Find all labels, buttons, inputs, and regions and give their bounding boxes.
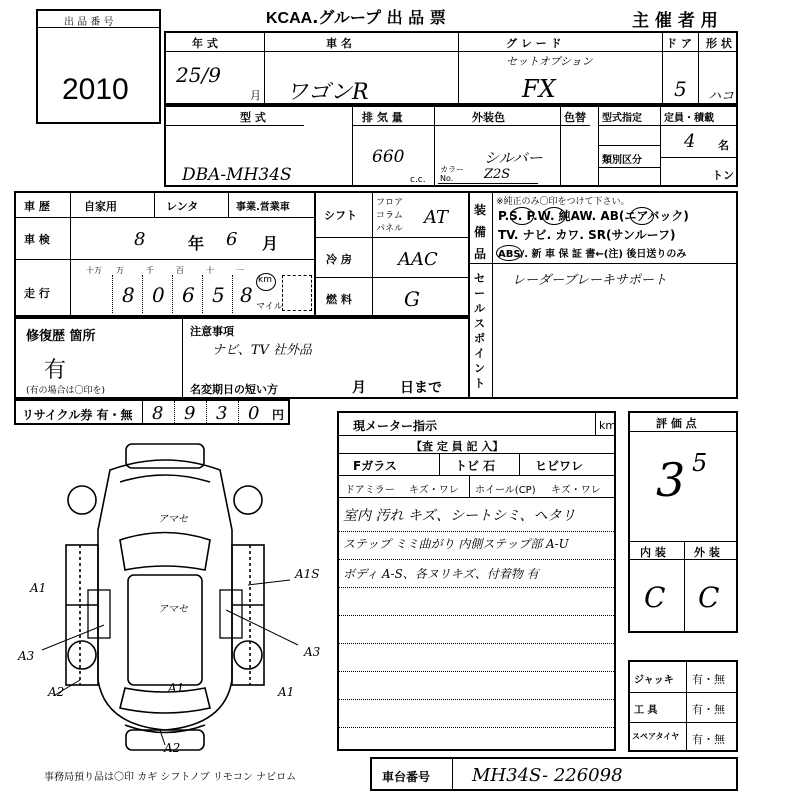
inspector-section	[337, 411, 616, 751]
capacity-unit: 名	[718, 139, 729, 152]
shift-label: シフト	[324, 209, 357, 222]
equipment-line-3: ABS/. 新 車 保 証 書←(注) 後日送りのみ	[498, 249, 687, 260]
capacity-value: 4	[684, 131, 696, 152]
grade-score-label: 評 価 点	[656, 417, 697, 430]
expiry-day: 日まで	[400, 380, 442, 396]
diagram-mark-left: A1	[30, 581, 47, 595]
diagram-mark-left-lower: A3	[18, 649, 35, 663]
repair-section	[14, 317, 470, 399]
mileage-label: 走 行	[24, 287, 50, 300]
body-value: ハコ	[708, 89, 735, 104]
mechanical-section	[314, 191, 470, 317]
door-label: ド ア	[666, 37, 692, 50]
shift-option-floor: フロア	[376, 198, 404, 208]
chassis-value: MH34S- 226098	[472, 765, 623, 786]
diagram-mark-rear-left: A2	[48, 685, 65, 699]
mileage-digit-3: 6	[182, 283, 195, 307]
year-label: 年 式	[192, 37, 218, 50]
diagram-roof-note: アマセ	[158, 514, 188, 525]
color-change-label: 色替	[564, 111, 586, 124]
recycle-digit-1: 8	[152, 403, 164, 424]
inspection-year: 8	[134, 229, 146, 250]
copy-label: 主 催 者 用	[632, 11, 718, 31]
accessory-spare-value: 有・無	[692, 733, 725, 746]
car-name-label: 車 名	[326, 37, 352, 50]
exterior-grade: C	[698, 581, 720, 614]
inspection-month: 6	[226, 229, 238, 250]
equipment-line-1: P.S. P.W. 純AW. AB(エアバック)	[498, 209, 689, 223]
history-label: 車 歴	[24, 200, 50, 213]
history-option-rental: レンタ	[166, 200, 199, 213]
ac-label: 冷 房	[326, 253, 352, 266]
ac-value: AAC	[398, 249, 438, 270]
accessories-section	[628, 660, 738, 752]
mileage-digit-2: 0	[152, 283, 165, 307]
vehicle-info-row2	[164, 105, 738, 187]
fuel-label: 燃 料	[326, 293, 352, 306]
displacement-value: 660	[372, 147, 405, 167]
expiry-month: 月	[352, 380, 366, 396]
diagram-mark-right-lower: A3	[304, 645, 321, 659]
diagram-mark-rear-right: A1	[278, 685, 295, 699]
vehicle-info-row1	[164, 31, 738, 105]
mirror-value: キズ・ワレ	[409, 485, 459, 496]
mile-label: マイル	[256, 302, 283, 312]
history-option-business: 事業.営業車	[236, 202, 290, 213]
meter-unit: km	[599, 419, 617, 432]
diagram-mark-bottom: A2	[164, 741, 181, 755]
equipment-section	[468, 191, 738, 399]
accessory-jack-label: ジャッキ	[634, 675, 674, 686]
remark-line-1: 室内 汚れ キズ、シートシミ、ヘタリ	[343, 508, 576, 524]
capacity-label: 定員・積載	[664, 113, 714, 124]
accessory-jack-value: 有・無	[692, 673, 725, 686]
wheel-value: キズ・ワレ	[551, 485, 601, 496]
inspection-month-unit: 月	[262, 234, 279, 253]
lot-number-label: 出 品 番 号	[64, 17, 114, 28]
mileage-digit-1: 8	[122, 283, 135, 307]
inspection-year-unit: 年	[188, 234, 205, 253]
color-code-label: カラー No.	[440, 165, 464, 183]
grade-note: セットオプション	[506, 55, 593, 68]
recycle-section	[14, 399, 290, 425]
mileage-digit-5: 8	[240, 283, 253, 307]
history-section	[14, 191, 316, 317]
chassis-section	[370, 757, 738, 791]
diagram-mark-right: A1S	[295, 567, 320, 581]
repair-value: 有	[44, 358, 67, 383]
interior-label: 内 装	[640, 546, 666, 559]
body-label: 形 状	[706, 37, 732, 50]
model-value: DBA-MH34S	[182, 165, 292, 185]
wheel-label: ホイール(CP)	[475, 485, 536, 496]
accessory-tool-value: 有・無	[692, 703, 725, 716]
equipment-line-2: TV. ナビ. カワ. SR(サンルーフ)	[498, 228, 676, 242]
glass-option-chip: トビ 石	[455, 459, 496, 473]
month-suffix: 月	[250, 89, 261, 102]
grade-value: FX	[522, 75, 556, 103]
mileage-digit-4: 5	[212, 283, 225, 307]
equipment-label: 装備品	[474, 203, 487, 261]
notice-label: 注意事項	[190, 325, 234, 338]
shift-value: AT	[424, 207, 449, 228]
interior-grade: C	[644, 581, 666, 614]
repair-label: 修復歴 箇所	[26, 329, 96, 344]
exterior-label: 外 装	[694, 546, 720, 559]
sales-point-text: レーダーブレーキサポート	[512, 273, 667, 288]
form-title: .グループ 出 品 票	[312, 8, 446, 27]
type-designation-label: 型式指定	[602, 113, 642, 124]
recycle-digit-4: 0	[248, 403, 260, 424]
mileage-extra-box	[282, 275, 312, 311]
load-unit: トン	[712, 169, 734, 182]
glass-option-crack: ヒビワレ	[535, 459, 584, 473]
diagram-mark-rear-center: A1	[168, 681, 185, 695]
mileage-grid: 十万 万 千 百 十 一 8 0 6 5 8	[84, 265, 264, 315]
history-option-private: 自家用	[84, 200, 117, 213]
year-value: 25/9	[176, 63, 221, 87]
shift-option-panel: パネル	[376, 224, 404, 234]
inspection-label: 車 検	[24, 233, 50, 246]
km-label: km	[258, 275, 272, 285]
color-value: シルバー	[484, 149, 543, 167]
car-name-value: ワゴンR	[286, 80, 369, 105]
cc-unit: c.c.	[410, 175, 426, 185]
mirror-label: ドアミラー	[345, 485, 395, 496]
door-value: 5	[674, 77, 687, 101]
grade-label: グ レ ー ド	[506, 37, 562, 50]
remark-line-2: ステップ ミミ曲がり 内側ステップ部 A-U	[343, 537, 569, 551]
grade-score-sub: 5	[692, 449, 708, 477]
model-label: 型 式	[240, 111, 266, 124]
brand-logo: KCAA	[266, 10, 313, 27]
repair-note: (有の場合は〇印を)	[26, 386, 106, 396]
recycle-digit-3: 3	[216, 403, 228, 424]
car-diagram	[0, 440, 330, 760]
short-expiry-label: 名変期日の短い方	[190, 383, 278, 396]
inspector-label: 【査 定 員 記 入】	[411, 440, 504, 453]
header-title	[266, 5, 446, 28]
sales-point-label: セールスポイント	[474, 272, 485, 390]
glass-label: Fガラス	[353, 459, 397, 473]
grade-score-main: 3	[656, 453, 686, 507]
diagram-hood-note: アマセ	[158, 604, 188, 615]
accessory-tool-label: 工 具	[634, 705, 658, 716]
color-label: 外装色	[472, 111, 505, 124]
lot-number-box	[36, 9, 161, 124]
recycle-digit-2: 9	[184, 403, 196, 424]
accessory-spare-label: スペアタイヤ	[632, 732, 680, 741]
lot-number-value: 2010	[62, 73, 129, 106]
recycle-unit: 円	[272, 408, 285, 422]
displacement-label: 排 気 量	[362, 111, 403, 124]
equipment-note: ※純正のみ〇印をつけて下さい。	[496, 197, 630, 207]
chassis-label: 車台番号	[382, 770, 431, 784]
remark-line-3: ボディ A-S、各ヌリキズ、付着物 有	[343, 567, 539, 581]
office-items: 事務局預り品は〇印 カギ シフトノブ リモコン ナビロム	[44, 772, 297, 783]
classification-label: 類別区分	[602, 155, 642, 166]
color-code-value: Z2S	[484, 167, 511, 182]
notice-text: ナビ、TV 社外品	[212, 343, 313, 358]
fuel-value: G	[404, 287, 420, 311]
grade-section	[628, 411, 738, 633]
recycle-label: リサイクル券 有・無	[22, 408, 133, 422]
shift-option-column: コラム	[376, 211, 403, 221]
meter-label: 現メーター指示	[353, 419, 438, 433]
